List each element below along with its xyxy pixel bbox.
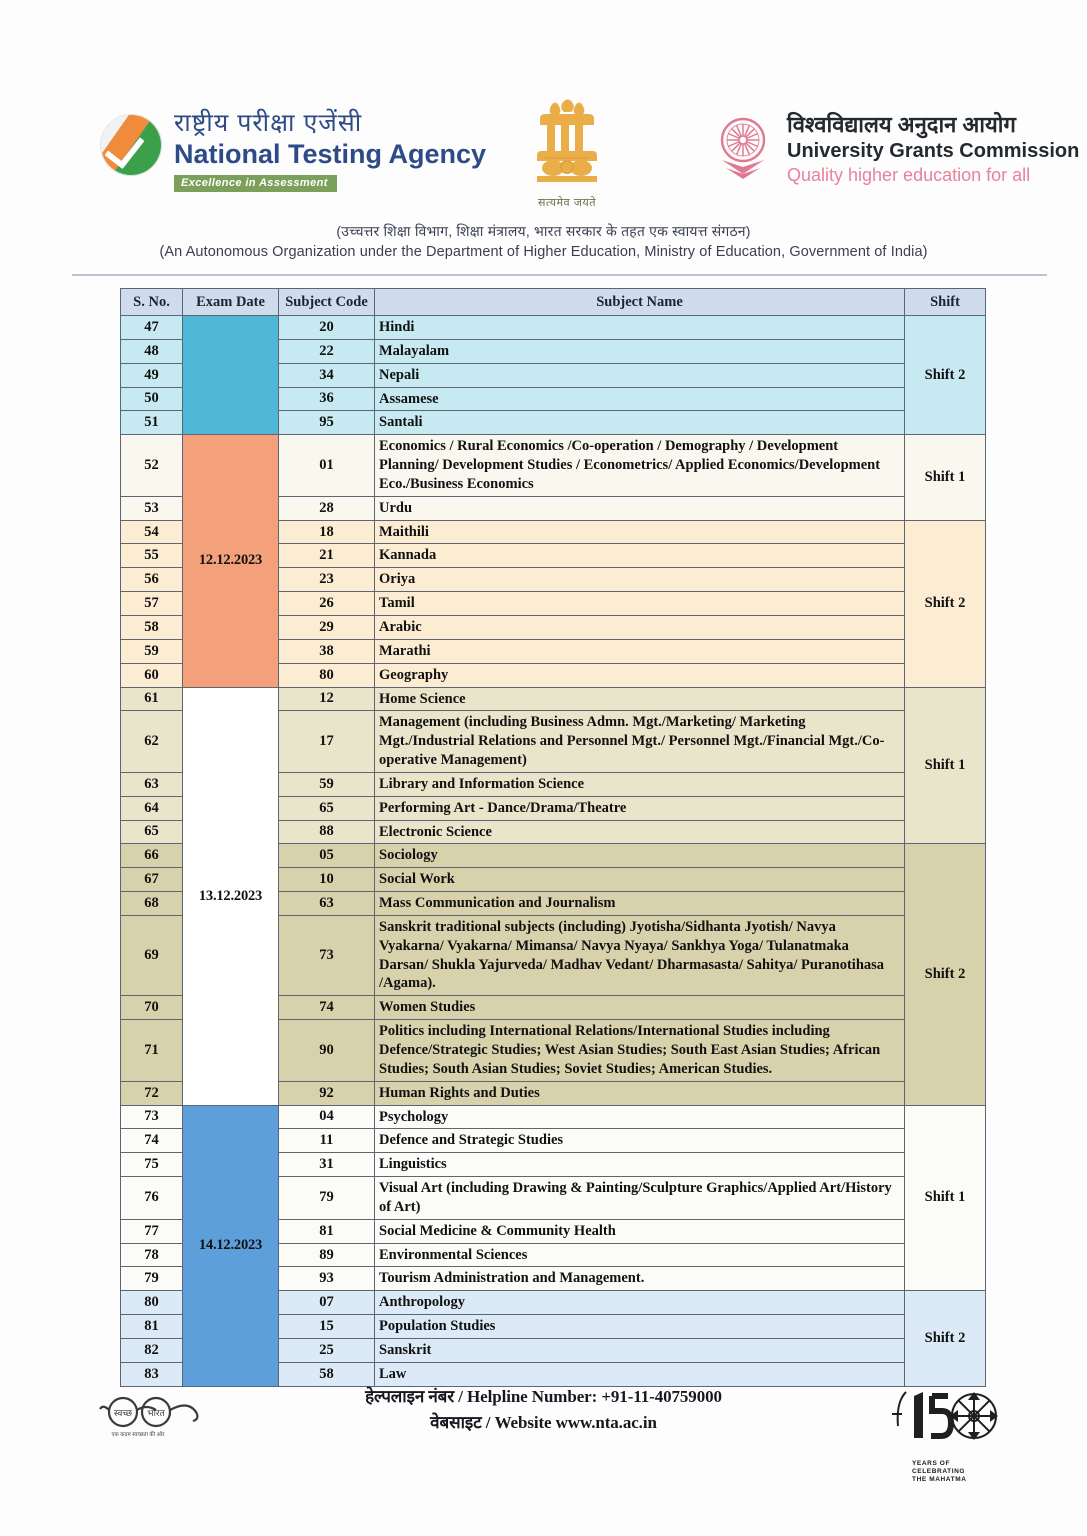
cell-subject-name: Santali [375,411,905,435]
cell-subject-name: Social Work [375,868,905,892]
cell-shift: Shift 2 [905,844,986,1105]
cell-subject-name: Politics including International Relations/International Studies including Defence/Strategic Studies; West Asian Studies; South East Asian Studies; African Studies; South Asian Studies; Soviet Studies; American Studies. [375,1020,905,1082]
cell-subject-code: 81 [279,1219,375,1243]
col-exam-date: Exam Date [183,289,279,316]
col-sno: S. No. [121,289,183,316]
col-subject-name: Subject Name [375,289,905,316]
table-row [121,316,986,340]
cell-serial-number: 79 [121,1267,183,1291]
cell-subject-name: Library and Information Science [375,772,905,796]
cell-serial-number: 53 [121,496,183,520]
ugc-english-title: University Grants Commission [787,140,1080,163]
cell-subject-name: Anthropology [375,1291,905,1315]
cell-subject-code: 12 [279,687,375,711]
table-row [121,1105,986,1129]
cell-serial-number: 67 [121,868,183,892]
cell-shift: Shift 2 [905,316,986,435]
cell-serial-number: 54 [121,520,183,544]
cell-subject-name: Arabic [375,615,905,639]
cell-subject-code: 18 [279,520,375,544]
cell-serial-number: 63 [121,772,183,796]
schedule-table-wrapper [120,288,985,1387]
cell-subject-name: Assamese [375,387,905,411]
cell-serial-number: 56 [121,568,183,592]
cell-subject-code: 22 [279,339,375,363]
cell-subject-name: Mass Communication and Journalism [375,892,905,916]
cell-serial-number: 74 [121,1129,183,1153]
cell-subject-name: Marathi [375,639,905,663]
cell-subject-code: 73 [279,915,375,995]
table-header-row [121,289,986,316]
national-emblem [512,98,622,218]
cell-subject-name: Hindi [375,316,905,340]
cell-subject-name: Tourism Administration and Management. [375,1267,905,1291]
emblem-motto: सत्यमेव जयते [537,197,597,209]
cell-subject-name: Linguistics [375,1153,905,1177]
cell-subject-code: 04 [279,1105,375,1129]
cell-subject-code: 88 [279,820,375,844]
org-line-hindi: (उच्चत्तर शिक्षा विभाग, शिक्षा मंत्रालय, भारत सरकार के तहत एक स्वायत्त संगठन) [336,223,751,239]
cell-subject-name: Economics / Rural Economics /Co-operation / Demography / Development Planning/ Development Studies / Econometrics/ Applied Economics/Development Eco./Business Economics [375,435,905,497]
cell-subject-code: 36 [279,387,375,411]
cell-serial-number: 57 [121,592,183,616]
org-line-english: (An Autonomous Organization under the Department of Higher Education, Ministry of Education, Government of India) [159,244,928,260]
table-row [121,687,986,711]
cell-subject-code: 20 [279,316,375,340]
cell-subject-name: Nepali [375,363,905,387]
ashoka-pillar-icon [515,98,619,194]
cell-subject-name: Sociology [375,844,905,868]
cell-serial-number: 73 [121,1105,183,1129]
cell-serial-number: 66 [121,844,183,868]
cell-serial-number: 69 [121,915,183,995]
cell-serial-number: 71 [121,1020,183,1082]
cell-subject-code: 26 [279,592,375,616]
cell-exam-date: 14.12.2023 [183,1105,279,1386]
cell-serial-number: 78 [121,1243,183,1267]
document-header [0,92,1087,260]
cell-subject-name: Sanskrit traditional subjects (including) Jyotisha/Sidhanta Jyotish/ Navya Vyakarna/ Vyakarna/ Mimansa/ Navya Nyaya/ Sankhya Yoga/ Tulanatmaka Darsan/ Shukla Yajurveda/ Madhav Vedant/ Dharmasasta/ Sahitya/ Puranotihasa /Agama). [375,915,905,995]
cell-subject-name: Management (including Business Admn. Mgt./Marketing/ Marketing Mgt./Industrial Relations and Personnel Mgt./ Personnel Mgt./Financial Mgt./Co-operative Management) [375,711,905,773]
cell-subject-code: 74 [279,996,375,1020]
cell-serial-number: 81 [121,1315,183,1339]
cell-serial-number: 61 [121,687,183,711]
nta-checkmark-icon [100,114,162,176]
cell-serial-number: 59 [121,639,183,663]
helpline-number: हेल्पलाइन नंबर / Helpline Number: +91-11-40759000 [365,1387,722,1406]
cell-serial-number: 68 [121,892,183,916]
cell-subject-name: Sanskrit [375,1338,905,1362]
cell-subject-code: 79 [279,1177,375,1220]
cell-serial-number: 47 [121,316,183,340]
cell-subject-name: Tamil [375,592,905,616]
cell-subject-name: Performing Art - Dance/Drama/Theatre [375,796,905,820]
cell-exam-date: 12.12.2023 [183,435,279,687]
nta-hindi-title: राष्ट्रीय परीक्षा एजेंसी [174,109,363,137]
cell-serial-number: 49 [121,363,183,387]
150-years-logo [888,1380,1000,1484]
cell-shift: Shift 1 [905,1105,986,1291]
ugc-chakra-icon [712,116,774,182]
cell-subject-code: 17 [279,711,375,773]
cell-subject-code: 90 [279,1020,375,1082]
cell-subject-name: Kannada [375,544,905,568]
cell-serial-number: 58 [121,615,183,639]
swachh-left-text: स्वच्छ [113,1408,133,1418]
cell-serial-number: 64 [121,796,183,820]
cell-subject-name: Psychology [375,1105,905,1129]
cell-serial-number: 80 [121,1291,183,1315]
cell-subject-code: 25 [279,1338,375,1362]
cell-subject-code: 11 [279,1129,375,1153]
cell-subject-name: Oriya [375,568,905,592]
cell-subject-code: 15 [279,1315,375,1339]
cell-shift: Shift 1 [905,435,986,520]
cell-subject-name: Human Rights and Duties [375,1081,905,1105]
website-line: वेबसाइट / Website www.nta.ac.in [430,1413,657,1433]
col-subject-code: Subject Code [279,289,375,316]
cell-subject-code: 05 [279,844,375,868]
cell-subject-name: Visual Art (including Drawing & Painting/Sculpture Graphics/Applied Art/History of Art) [375,1177,905,1220]
document-footer [0,1378,1087,1488]
ugc-hindi-title: विश्वविद्यालय अनुदान आयोग [787,112,1016,137]
cell-subject-code: 21 [279,544,375,568]
cell-serial-number: 60 [121,663,183,687]
cell-subject-code: 10 [279,868,375,892]
cell-exam-date: 13.12.2023 [183,687,279,1105]
cell-subject-code: 28 [279,496,375,520]
cell-subject-name: Defence and Strategic Studies [375,1129,905,1153]
cell-subject-code: 34 [279,363,375,387]
cell-serial-number: 77 [121,1219,183,1243]
cell-subject-name: Urdu [375,496,905,520]
ugc-logo-block [712,112,1079,187]
cell-subject-code: 07 [279,1291,375,1315]
cell-serial-number: 76 [121,1177,183,1220]
nta-logo-block [100,110,486,192]
cell-subject-code: 23 [279,568,375,592]
cell-subject-name: Home Science [375,687,905,711]
cell-subject-code: 65 [279,796,375,820]
cell-exam-date [183,316,279,435]
cell-subject-name: Population Studies [375,1315,905,1339]
cell-serial-number: 83 [121,1362,183,1386]
cell-serial-number: 55 [121,544,183,568]
exam-schedule-table [120,288,986,1387]
swachh-right-text: भारत [147,1408,165,1418]
cell-serial-number: 72 [121,1081,183,1105]
cell-subject-name: Social Medicine & Community Health [375,1219,905,1243]
cell-subject-code: 59 [279,772,375,796]
table-row [121,435,986,497]
cell-serial-number: 50 [121,387,183,411]
cell-serial-number: 70 [121,996,183,1020]
cell-subject-name: Electronic Science [375,820,905,844]
col-shift: Shift [905,289,986,316]
cell-subject-code: 01 [279,435,375,497]
cell-subject-name: Environmental Sciences [375,1243,905,1267]
cell-subject-name: Geography [375,663,905,687]
cell-subject-name: Women Studies [375,996,905,1020]
ugc-tagline: Quality higher education for all [787,165,1031,186]
cell-subject-name: Law [375,1362,905,1386]
nta-tagline: Excellence in Assessment [174,175,337,192]
cell-subject-code: 93 [279,1267,375,1291]
nta-english-title: National Testing Agency [174,138,487,169]
cell-subject-code: 58 [279,1362,375,1386]
cell-serial-number: 82 [121,1338,183,1362]
cell-serial-number: 52 [121,435,183,497]
cell-shift: Shift 2 [905,1291,986,1386]
cell-serial-number: 75 [121,1153,183,1177]
charkha-150-icon [888,1380,1000,1454]
cell-serial-number: 51 [121,411,183,435]
cell-serial-number: 62 [121,711,183,773]
cell-subject-code: 63 [279,892,375,916]
header-divider [72,274,1047,276]
cell-subject-code: 92 [279,1081,375,1105]
table-body [121,316,986,1387]
cell-serial-number: 65 [121,820,183,844]
cell-subject-name: Malayalam [375,339,905,363]
cell-shift: Shift 1 [905,687,986,844]
150-years-caption: YEARS OF CELEBRATING THE MAHATMA [912,1460,967,1484]
cell-shift: Shift 2 [905,520,986,687]
cell-subject-name: Maithili [375,520,905,544]
swachh-caption: एक कदम स्वच्छता की ओर [111,1432,165,1438]
cell-serial-number: 48 [121,339,183,363]
cell-subject-code: 31 [279,1153,375,1177]
cell-subject-code: 29 [279,615,375,639]
cell-subject-code: 38 [279,639,375,663]
cell-subject-code: 95 [279,411,375,435]
cell-subject-code: 80 [279,663,375,687]
cell-subject-code: 89 [279,1243,375,1267]
